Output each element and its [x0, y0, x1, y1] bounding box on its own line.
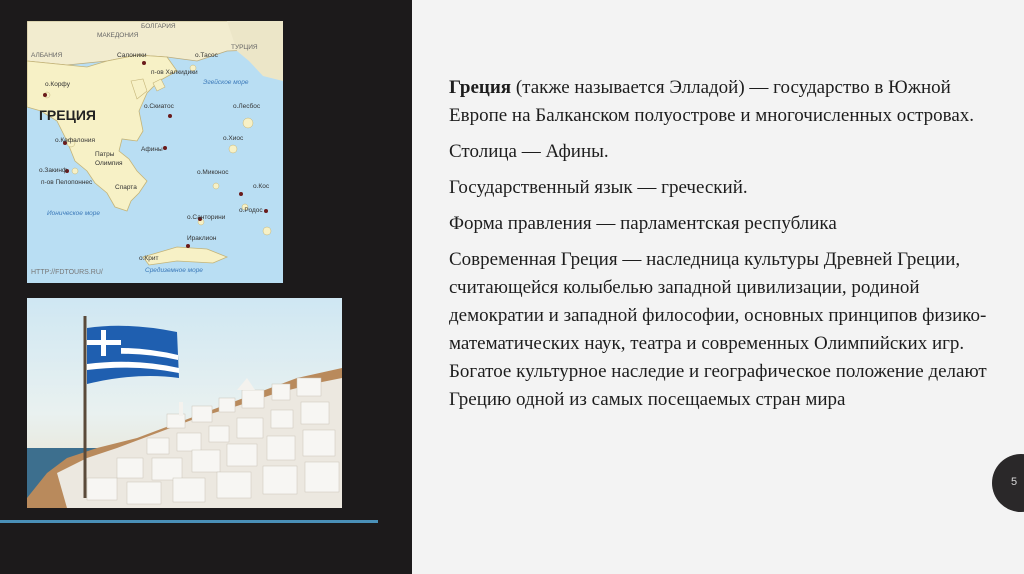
map-point [168, 114, 172, 118]
page-number: 5 [1011, 476, 1018, 488]
map-watermark: HTTP://FDTOURS.RU/ [31, 269, 103, 276]
map-place: о.Крит [139, 255, 159, 262]
map-point [142, 61, 146, 65]
santorini-photo [27, 298, 342, 508]
map-place: о.Корфу [45, 81, 70, 88]
map-point [239, 192, 243, 196]
map-place: о.Лесбос [233, 103, 261, 110]
country-name: Греция [449, 77, 512, 98]
map-place: о.Закинф [39, 167, 68, 174]
paragraph-capital: Столица — Афины. [449, 141, 609, 162]
map-place: о.Скиатос [144, 103, 174, 110]
map-label-bulgaria: БОЛГАРИЯ [141, 23, 176, 30]
map-place: Олимпия [95, 160, 123, 167]
map-place: п-ов Халкидики [151, 69, 198, 76]
map-place: п-ов Пелопоннес [41, 179, 93, 186]
paragraph-government: Форма правления — парламентская республика [449, 213, 837, 234]
map-place: Афины [141, 146, 163, 153]
accent-line [0, 520, 378, 523]
slide-text [449, 74, 989, 422]
map-label-albania: АЛБАНИЯ [31, 52, 63, 59]
map-label-macedonia: МАКЕДОНИЯ [97, 32, 139, 39]
map-place: о.Санторини [187, 214, 226, 221]
map-title: ГРЕЦИЯ [39, 107, 96, 123]
paragraph-culture: Современная Греция — наследница культуры Древней Греции, считающейся колыбелью западной цивилизации, родиной демократии и западной философии, основных принципов физико-математических наук, театра и современных Олимпийских игр. Богатое культурное наследие и географическое положение делают Грецию одной из самых посещаемых стран мира [449, 249, 987, 410]
map-place: о.Родос [239, 207, 263, 214]
map-place: о.Хиос [223, 135, 244, 142]
paragraph-intro [449, 74, 989, 130]
map-place: о.Миконос [197, 169, 229, 176]
map-place: о.Кос [253, 183, 270, 190]
map-sea-ionian: Ионическое море [47, 210, 101, 217]
map-place: Ираклион [187, 235, 217, 242]
map-place: Салоники [117, 52, 147, 59]
paragraph-language: Государственный язык — греческий. [449, 177, 748, 198]
map-point [264, 209, 268, 213]
map-point [186, 244, 190, 248]
map-sea-aegean: Эгейское море [203, 79, 249, 86]
map-label-turkey: ТУРЦИЯ [231, 44, 258, 51]
greek-flag [87, 326, 179, 384]
map-place: о.Кефалония [55, 137, 96, 144]
map-point [43, 93, 47, 97]
map-place: о.Тасос [195, 52, 218, 59]
map-place: Спарта [115, 184, 137, 191]
intro-text: (также называется Элладой) — государство в Южной Европе на Балканском полуострове и многочисленных островах. [449, 77, 975, 126]
map-point [163, 146, 167, 150]
map-sea-mediterranean: Средиземное море [145, 267, 203, 274]
map-place: Патры [95, 151, 115, 158]
santorini-scene [27, 298, 342, 508]
greece-map [27, 21, 283, 283]
